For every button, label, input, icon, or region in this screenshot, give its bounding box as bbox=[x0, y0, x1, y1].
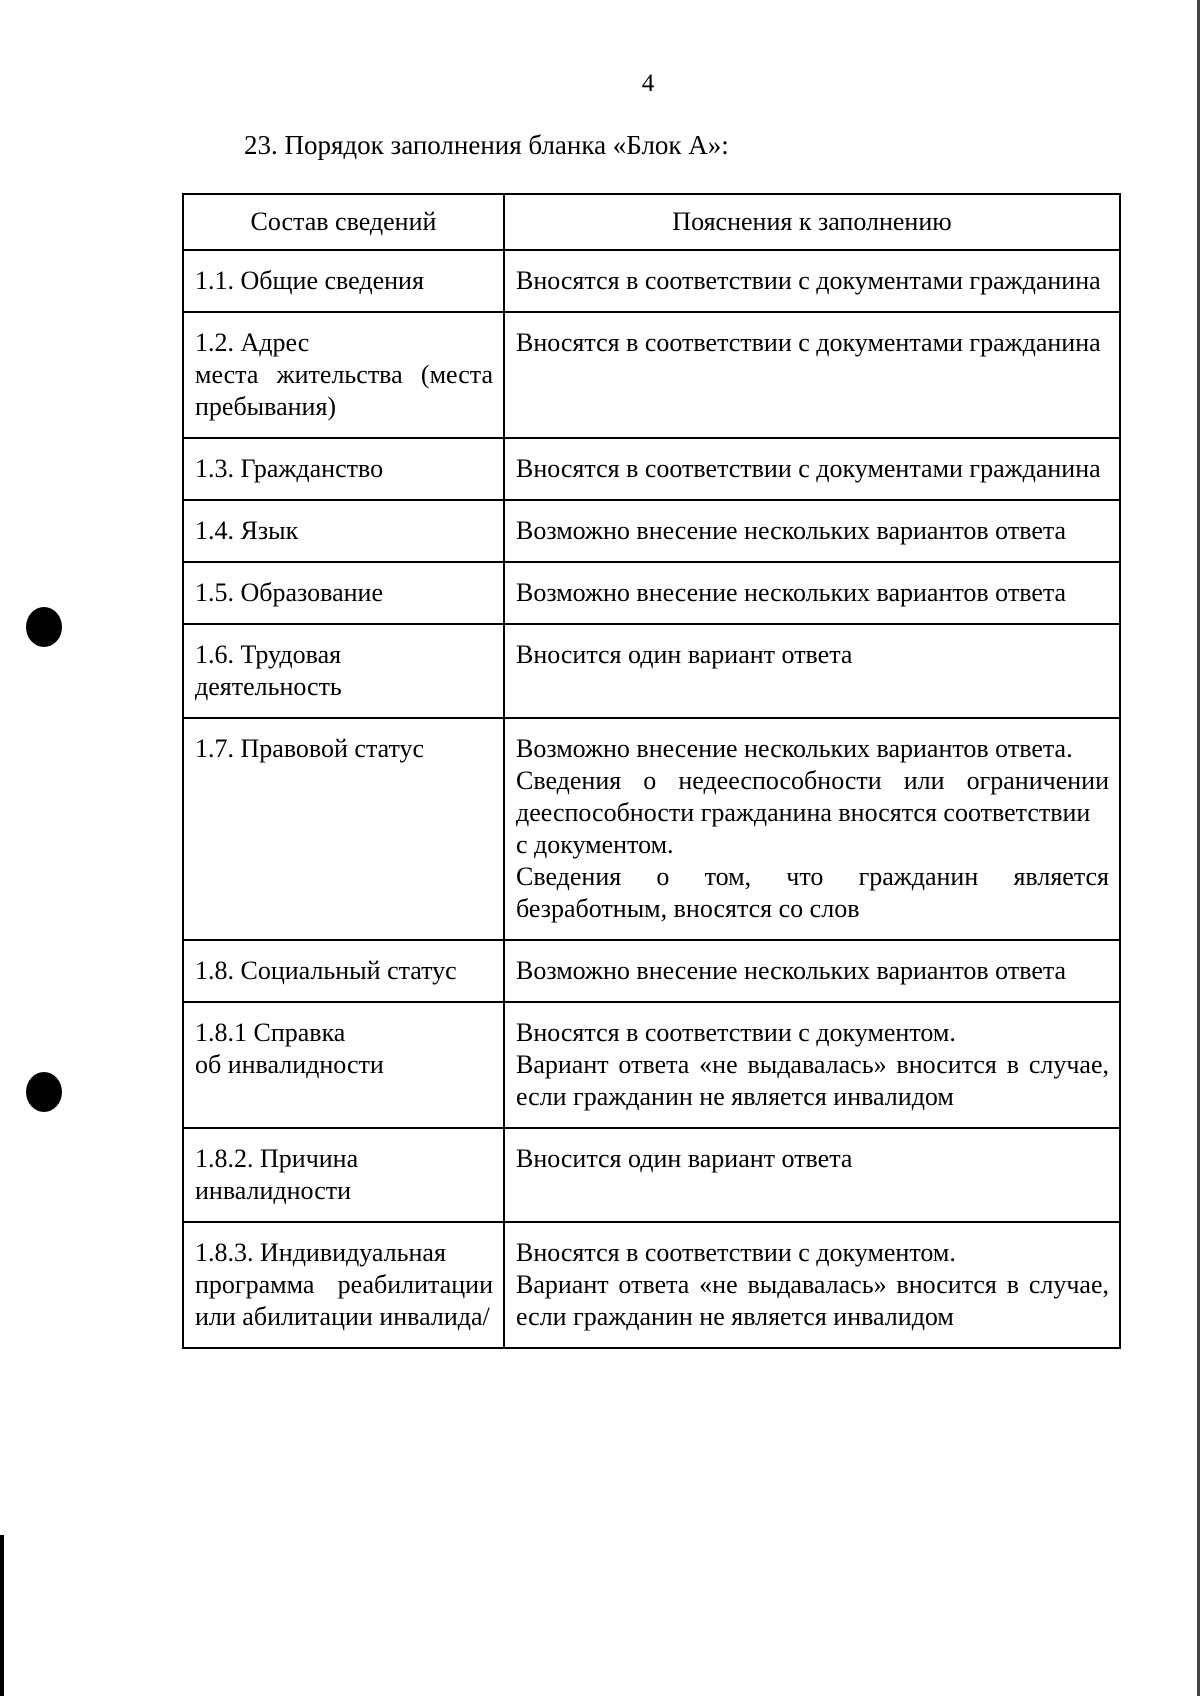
composition-text: деятельность bbox=[195, 672, 342, 701]
explanation-text: Возможно внесение нескольких вариантов ответа bbox=[515, 956, 1067, 985]
explanation-text: Вносятся в соответствии с документами гражданина bbox=[515, 266, 1101, 295]
explanation-cell bbox=[504, 250, 1120, 312]
scan-edge-mark bbox=[0, 1535, 4, 1696]
filling-instructions-table bbox=[182, 193, 1121, 1349]
composition-text: 1.4. Язык bbox=[195, 516, 299, 545]
punch-hole-mark bbox=[26, 1072, 62, 1112]
composition-cell bbox=[183, 312, 504, 438]
explanation-text: Возможно внесение нескольких вариантов ответа bbox=[515, 516, 1067, 545]
table-row bbox=[183, 940, 1120, 1002]
composition-text: 1.6. Трудовая bbox=[195, 640, 342, 669]
composition-text: 1.3. Гражданство bbox=[195, 454, 384, 483]
explanation-text: Вносится один вариант ответа bbox=[515, 1144, 853, 1173]
composition-cell bbox=[183, 940, 504, 1002]
table-row bbox=[183, 718, 1120, 940]
explanation-cell bbox=[504, 500, 1120, 562]
page-number: 4 bbox=[641, 70, 655, 97]
explanation-text: Сведения о том, что гражданин является безработным, вносятся со слов bbox=[515, 862, 1109, 923]
explanation-cell bbox=[504, 1002, 1120, 1128]
table-row bbox=[183, 500, 1120, 562]
explanation-text: Вносится один вариант ответа bbox=[515, 640, 853, 669]
composition-text: 1.1. Общие сведения bbox=[195, 266, 424, 295]
composition-cell bbox=[183, 624, 504, 718]
composition-cell bbox=[183, 1002, 504, 1128]
column-header-explanations: Пояснения к заполнению bbox=[504, 194, 1120, 250]
explanation-cell bbox=[504, 312, 1120, 438]
composition-text: 1.8.3. Индивидуальная bbox=[195, 1238, 446, 1267]
explanation-text: Возможно внесение нескольких вариантов ответа bbox=[515, 578, 1067, 607]
composition-text: 1.2. Адрес bbox=[195, 328, 310, 357]
composition-cell bbox=[183, 500, 504, 562]
explanation-text: Вариант ответа «не выдавалась» вносится в случае, если гражданин не является инвалидом bbox=[515, 1270, 1109, 1331]
table-row bbox=[183, 1128, 1120, 1222]
table-row bbox=[183, 624, 1120, 718]
explanation-cell bbox=[504, 1222, 1120, 1348]
explanation-text: Вносятся в соответствии с документом. bbox=[515, 1018, 956, 1047]
column-header-composition: Состав сведений bbox=[183, 194, 504, 250]
explanation-text: Вносятся в соответствии с документом. bbox=[515, 1238, 956, 1267]
table-row bbox=[183, 1222, 1120, 1348]
composition-cell bbox=[183, 1128, 504, 1222]
composition-cell bbox=[183, 1222, 504, 1348]
explanation-cell bbox=[504, 562, 1120, 624]
explanation-cell bbox=[504, 940, 1120, 1002]
composition-cell bbox=[183, 562, 504, 624]
explanation-text: Сведения о недееспособности или ограничении дееспособности гражданина вносятся соответствии bbox=[515, 766, 1109, 827]
table-row bbox=[183, 312, 1120, 438]
explanation-text: Возможно внесение нескольких вариантов ответа. bbox=[515, 734, 1073, 763]
composition-text: 1.7. Правовой статус bbox=[195, 734, 425, 763]
explanation-text: Вносятся в соответствии с документами гражданина bbox=[515, 328, 1101, 357]
explanation-text: Вариант ответа «не выдавалась» вносится в случае, если гражданин не является инвалидом bbox=[515, 1050, 1109, 1111]
table-row bbox=[183, 438, 1120, 500]
composition-text: 1.8. Социальный статус bbox=[195, 956, 457, 985]
composition-text: инвалидности bbox=[195, 1176, 352, 1205]
composition-text: 1.8.2. Причина bbox=[195, 1144, 359, 1173]
composition-cell bbox=[183, 250, 504, 312]
explanation-text: Вносятся в соответствии с документами гражданина bbox=[515, 454, 1101, 483]
table-header-row bbox=[183, 194, 1120, 250]
table-body bbox=[183, 250, 1120, 1348]
composition-text: об инвалидности bbox=[195, 1050, 384, 1079]
composition-text: 1.8.1 Справка bbox=[195, 1018, 346, 1047]
explanation-cell bbox=[504, 624, 1120, 718]
explanation-text: с документом. bbox=[515, 830, 674, 859]
table-row bbox=[183, 562, 1120, 624]
composition-text: программа реабилитации или абилитации инвалида/ bbox=[195, 1270, 493, 1331]
explanation-cell bbox=[504, 718, 1120, 940]
composition-cell bbox=[183, 718, 504, 940]
composition-cell bbox=[183, 438, 504, 500]
explanation-cell bbox=[504, 1128, 1120, 1222]
table-row bbox=[183, 1002, 1120, 1128]
composition-text: места жительства (места пребывания) bbox=[195, 360, 493, 421]
explanation-cell bbox=[504, 438, 1120, 500]
table-row bbox=[183, 250, 1120, 312]
section-heading: 23. Порядок заполнения бланка «Блок А»: bbox=[244, 130, 729, 160]
composition-text: 1.5. Образование bbox=[195, 578, 384, 607]
punch-hole-mark bbox=[26, 607, 62, 647]
